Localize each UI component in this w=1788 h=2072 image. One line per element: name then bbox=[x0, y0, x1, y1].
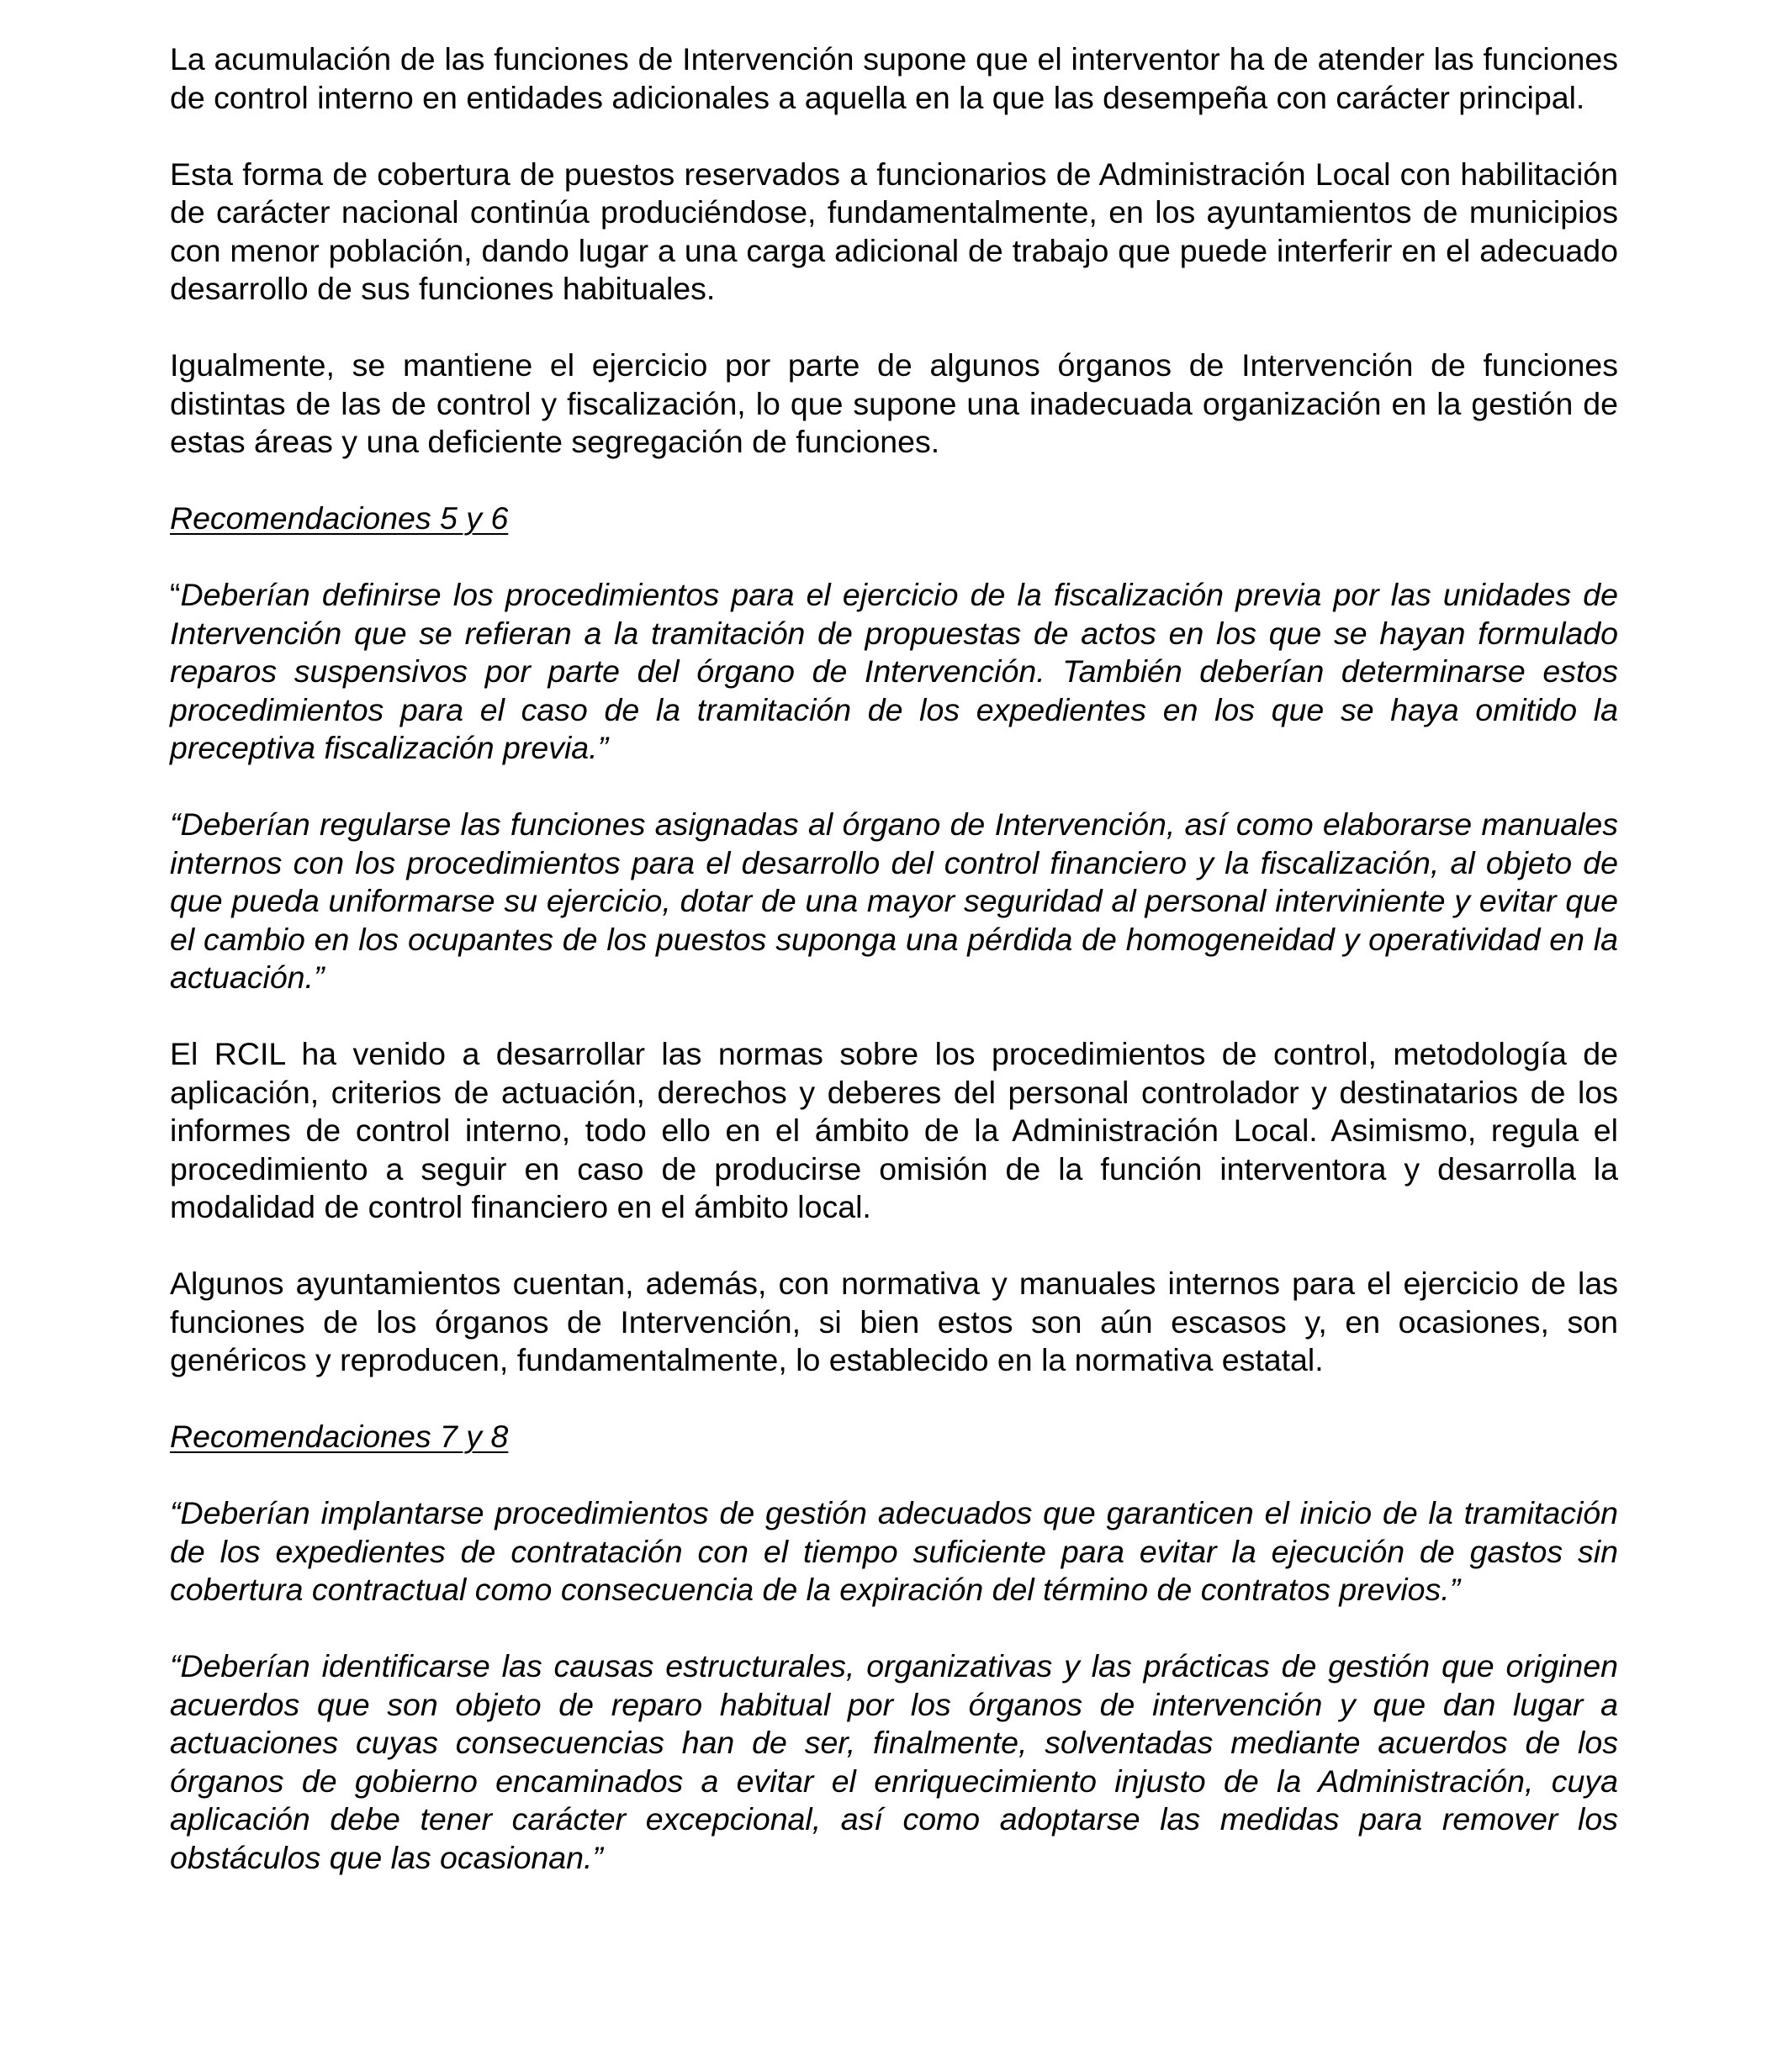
quote-fiscalizacion-previa bbox=[170, 576, 1618, 768]
paragraph-acumulacion: La acumulación de las funciones de Intervención supone que el interventor ha de atender las funciones de control interno en entidades adicionales a aquella en la que las desempeña con carácter principal. bbox=[170, 41, 1618, 115]
heading-recomendaciones-7-8: Recomendaciones 7 y 8 bbox=[170, 1419, 509, 1454]
quote-open-mark: “ bbox=[170, 577, 181, 612]
paragraph-rcil: El RCIL ha venido a desarrollar las normas sobre los procedimientos de control, metodología de aplicación, criterios de actuación, derechos y deberes del personal controlador y destinatarios de los informes de control interno, todo ello en el ámbito de la Administración Local. Asimismo, regula el procedimiento a seguir en caso de producirse omisión de la función interventora y desarrolla la modalidad de control financiero en el ámbito local. bbox=[170, 1036, 1618, 1224]
quote-funciones-intervencion: “Deberían regularse las funciones asignadas al órgano de Intervención, así como elaborarse manuales internos con los procedimientos para el desarrollo del control financiero y la fiscalización, al objeto de que pueda uniformarse su ejercicio, dotar de una mayor seguridad al personal interviniente y evitar que el cambio en los ocupantes de los puestos suponga una pérdida de homogeneidad y operatividad en la actuación.” bbox=[170, 806, 1618, 995]
quote-fiscalizacion-previa-text: Deberían definirse los procedimientos para el ejercicio de la fiscalización previa por las unidades de Intervención que se refieran a la tramitación de propuestas de actos en los que se hayan formulado reparos suspensivos por parte del órgano de Intervención. También deberían determinarse estos procedimientos para el caso de la tramitación de los expedientes en los que se haya omitido la preceptiva fiscalización previa.” bbox=[170, 577, 1618, 765]
paragraph-segregacion: Igualmente, se mantiene el ejercicio por parte de algunos órganos de Intervención de funciones distintas de las de control y fiscalización, lo que supone una inadecuada organización en la gestión de estas áreas y una deficiente segregación de funciones. bbox=[170, 347, 1618, 459]
heading-recomendaciones-5-6: Recomendaciones 5 y 6 bbox=[170, 500, 509, 536]
quote-contratacion: “Deberían implantarse procedimientos de gestión adecuados que garanticen el inicio de la tramitación de los expedientes de contratación con el tiempo suficiente para evitar la ejecución de gastos sin cobertura contractual como consecuencia de la expiración del término de contratos previos.” bbox=[170, 1495, 1618, 1607]
quote-causas-estructurales: “Deberían identificarse las causas estructurales, organizativas y las prácticas de gestión que originen acuerdos que son objeto de reparo habitual por los órganos de intervención y que dan lugar a actuaciones cuyas consecuencias han de ser, finalmente, solventadas mediante acuerdos de los órganos de gobierno encaminados a evitar el enriquecimiento injusto de la Administración, cuya aplicación debe tener carácter excepcional, así como adoptarse las medidas para remover los obstáculos que las ocasionan.” bbox=[170, 1648, 1618, 1875]
document-page bbox=[170, 40, 1618, 1916]
paragraph-ayuntamientos: Algunos ayuntamientos cuentan, además, con normativa y manuales internos para el ejercicio de las funciones de los órganos de Intervención, si bien estos son aún escasos y, en ocasiones, son genéricos y reproducen, fundamentalmente, lo establecido en la normativa estatal. bbox=[170, 1266, 1618, 1377]
paragraph-cobertura: Esta forma de cobertura de puestos reservados a funcionarios de Administración Local con habilitación de carácter nacional continúa produciéndose, fundamentalmente, en los ayuntamientos de municipios con menor población, dando lugar a una carga adicional de trabajo que puede interferir en el adecuado desarrollo de sus funciones habituales. bbox=[170, 156, 1618, 306]
